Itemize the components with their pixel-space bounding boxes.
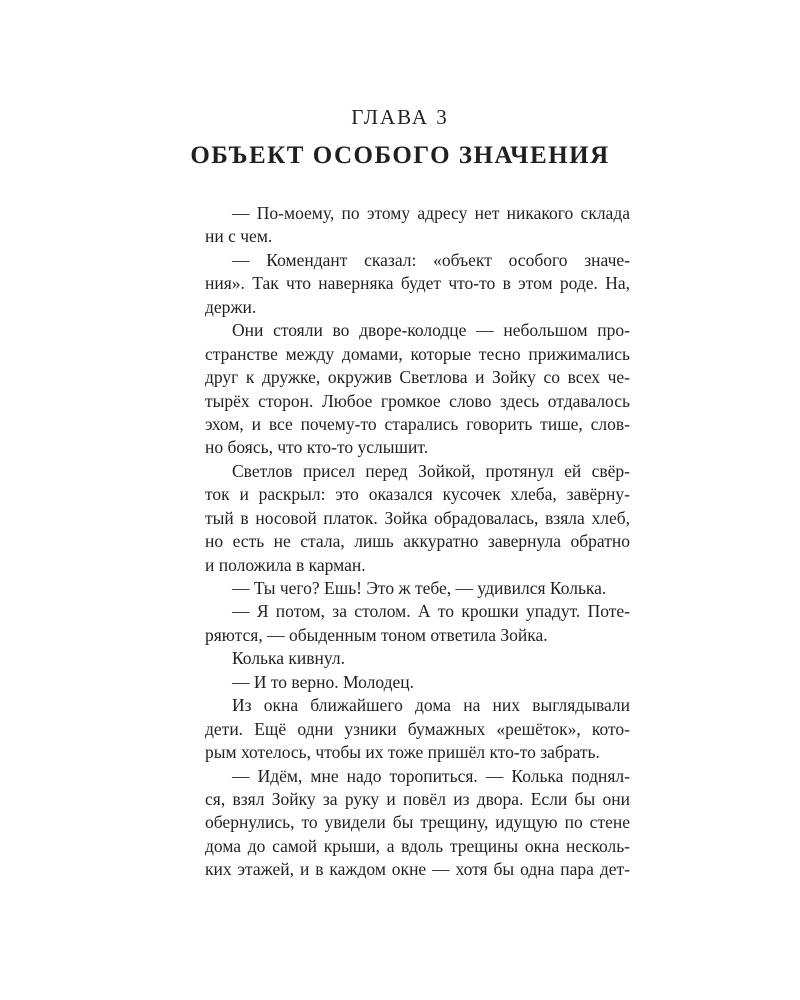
text-line: тырёх сторон. Любое громкое слово здесь отдавалось: [205, 390, 630, 411]
text-line: обернулись, то увидели бы трещину, идущую по стене: [205, 812, 630, 833]
text-line: Колька кивнул.: [232, 648, 345, 669]
text-line: Из окна ближайшего дома на них выглядывали: [232, 695, 630, 716]
text-line: ся, взял Зойку за руку и повёл из двора. Если бы они: [205, 788, 630, 809]
text-line: — Ты чего? Ешь! Это ж тебе, — удивился Колька.: [232, 578, 607, 598]
text-line: и положила в карман.: [205, 554, 366, 575]
text-line: ния». Так что наверняка будет что-то в этом роде. На,: [205, 273, 630, 294]
text-line: дети. Ещё одни узники бумажных «решёток», кото-: [205, 718, 630, 739]
text-line: — Идём, мне надо торопиться. — Колька поднял-: [232, 765, 630, 786]
text-line: рым хотелось, чтобы их тоже пришёл кто-то забрать.: [205, 742, 600, 763]
chapter-number: ГЛАВА 3: [351, 105, 449, 129]
chapter-title: ОБЪЕКТ ОСОБОГО ЗНАЧЕНИЯ: [190, 142, 610, 169]
text-line: — И то верно. Молодец.: [232, 671, 415, 692]
text-line: но есть не стала, лишь аккуратно завернула обратно: [205, 531, 630, 552]
text-line: тый в носовой платок. Зойка обрадовалась, взяла хлеб,: [205, 507, 630, 528]
body-text: [205, 202, 630, 882]
text-line: — Комендант сказал: «объект особого значе-: [232, 249, 630, 270]
text-line: ни с чем.: [205, 226, 273, 247]
text-line: дома до самой крыши, а вдоль трещины окна несколь-: [205, 835, 630, 856]
text-line: но боясь, что кто-то услышит.: [205, 437, 429, 458]
text-line: Они стояли во дворе-колодце — небольшом про-: [232, 320, 630, 341]
text-line: держи.: [205, 296, 257, 317]
text-line: — По-моему, по этому адресу нет никакого склада: [232, 203, 630, 223]
text-line: ких этажей, и в каждом окне — хотя бы одна пара дет-: [205, 859, 630, 880]
text-line: — Я потом, за столом. А то крошки упадут. Поте-: [232, 601, 630, 622]
text-line: ряются, — обыденным тоном ответила Зойка.: [205, 624, 548, 645]
text-line: эхом, и все почему-то старались говорить тише, слов-: [205, 413, 630, 434]
text-line: Светлов присел перед Зойкой, протянул ей свёр-: [232, 460, 630, 481]
text-line: странстве между домами, которые тесно прижимались: [205, 343, 630, 364]
text-line: друг к дружке, окружив Светлова и Зойку со всех че-: [205, 367, 630, 388]
text-line: ток и раскрыл: это оказался кусочек хлеба, завёрну-: [205, 484, 630, 505]
